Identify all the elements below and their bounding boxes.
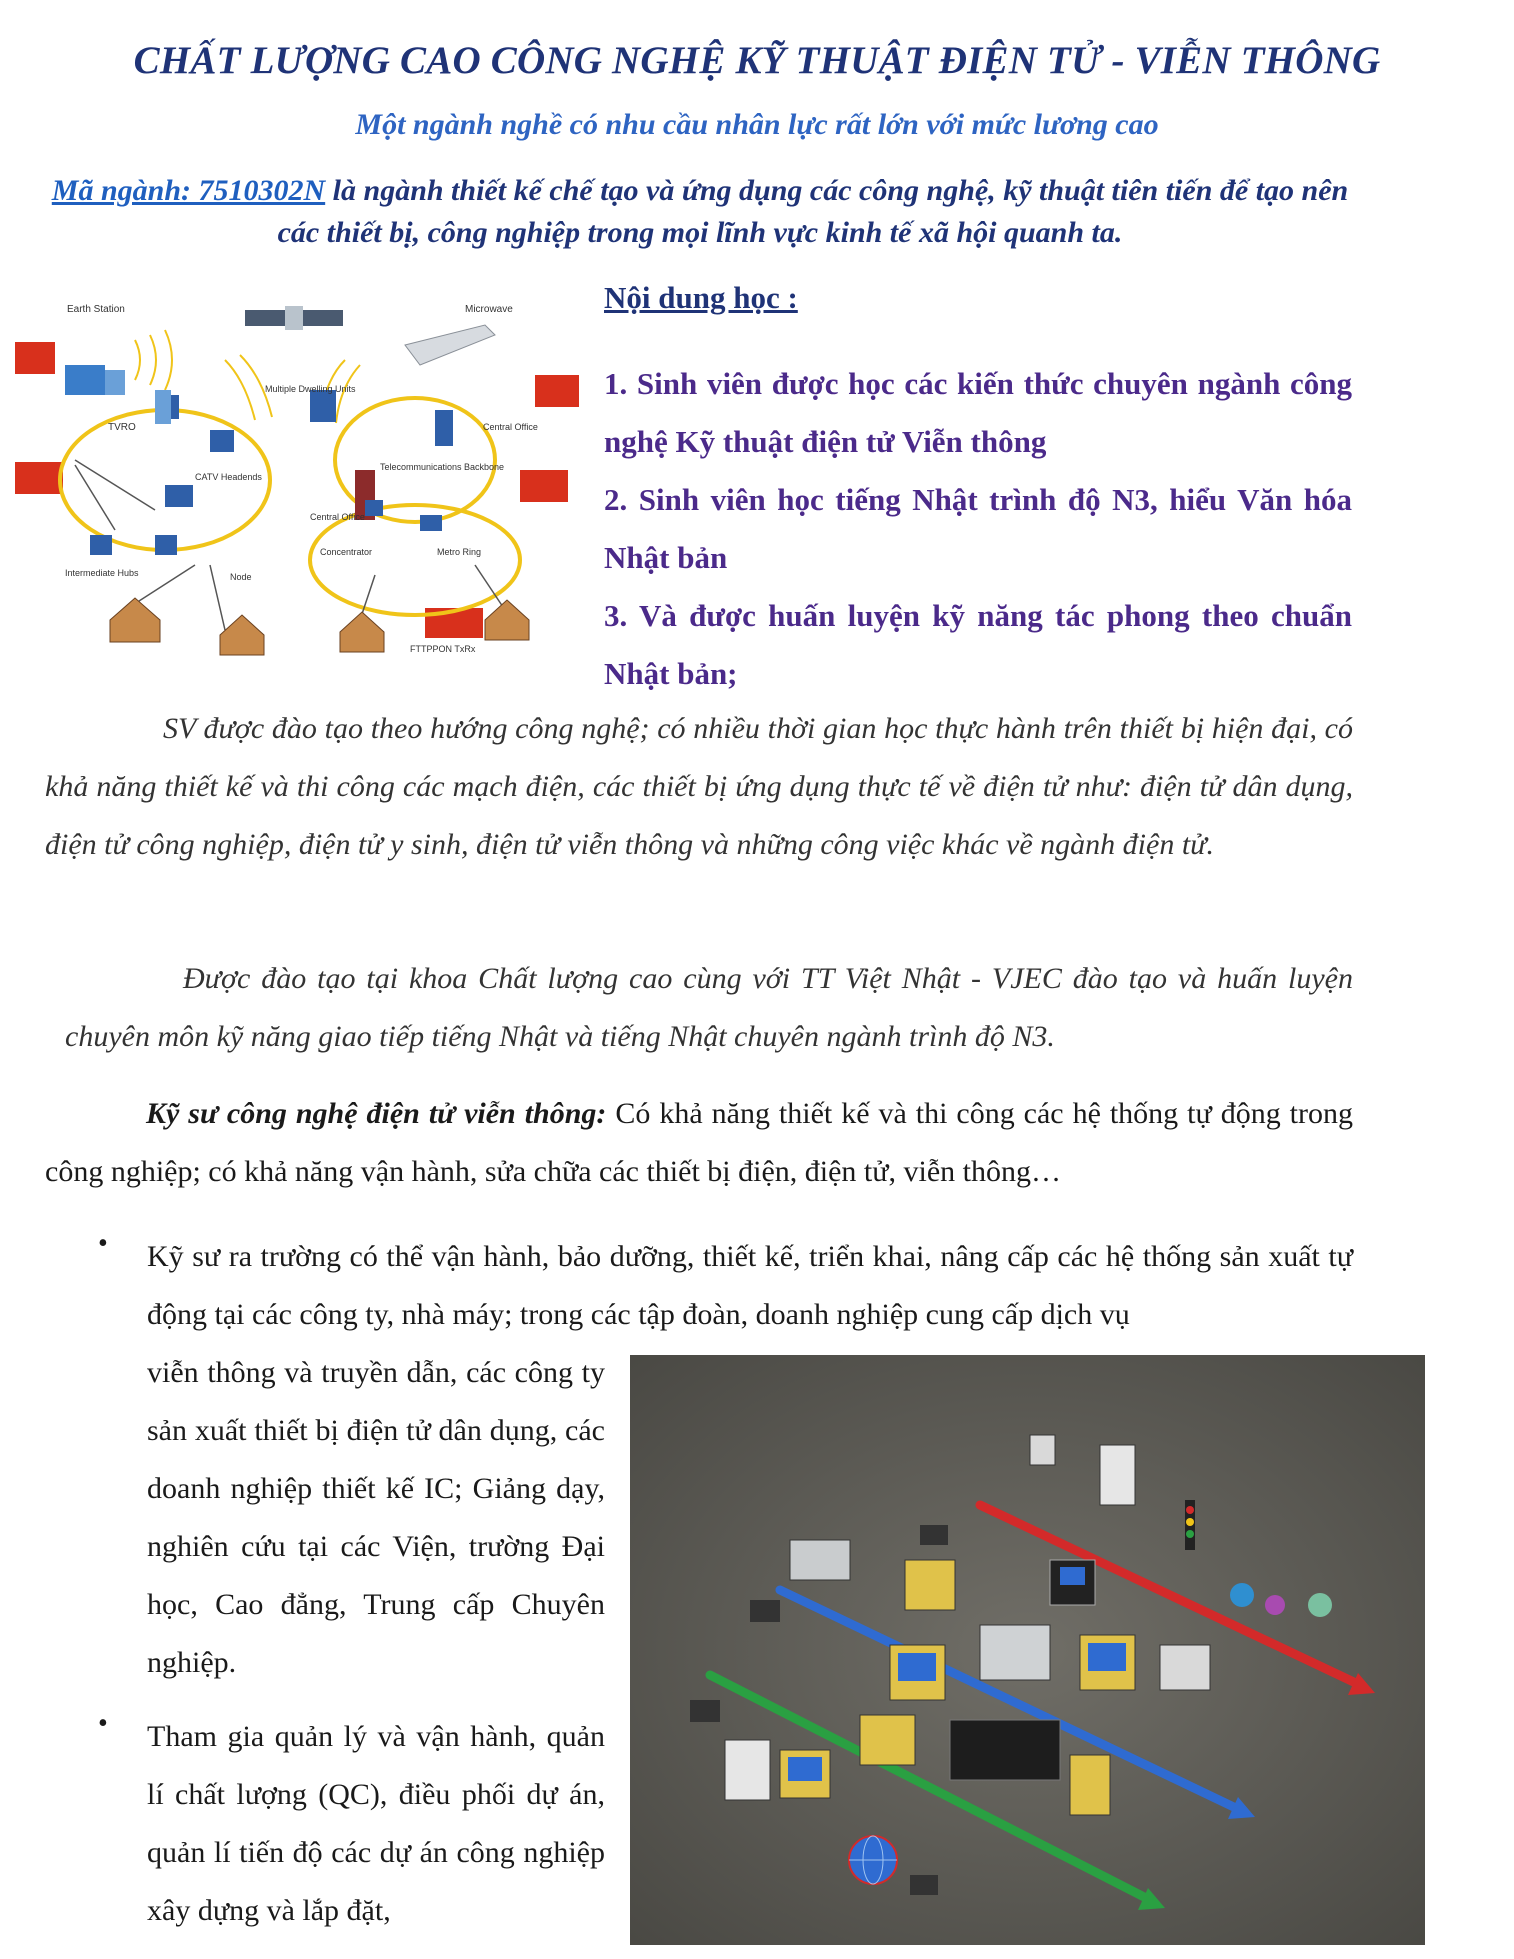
telecom-network-diagram	[15, 290, 580, 660]
training-paragraph: SV được đào tạo theo hướng công nghệ; có nhiều thời gian học thực hành trên thiết bị hiện đại, có khả năng thiết kế và thi công các mạch điện, các thiết bị ứng dụng thực tế về điện tử như: điện tử dân dụng, điện tử công nghiệp, điện tử y sinh, điện tử viễn thông và những công việc khác về ngành điện tử.	[45, 712, 1353, 861]
red-marker	[535, 375, 579, 407]
label-hubs: Intermediate Hubs	[65, 568, 139, 578]
red-marker	[520, 470, 568, 502]
vjec-paragraph: Được đào tạo tại khoa Chất lượng cao cùng với TT Việt Nhật - VJEC đào tạo và huấn luyện chuyên môn kỹ năng giao tiếp tiếng Nhật và tiếng Nhật chuyên ngành trình độ N3.	[65, 962, 1353, 1053]
bullet-1-text: Kỹ sư ra trường có thể vận hành, bảo dưỡng, thiết kế, triển khai, nâng cấp các hệ thống sản xuất tự động tại các công ty, nhà máy; trong các tập đoàn, doanh nghiệp cung cấp dịch vụ	[147, 1240, 1353, 1331]
page-subtitle: Một ngành nghề có nhu cầu nhân lực rất lớn với mức lương cao	[355, 108, 1159, 141]
label-mdu: Multiple Dwelling Units	[265, 384, 356, 394]
red-marker	[15, 342, 55, 374]
bullet-2-text: Tham gia quản lý và vận hành, quản lí chất lượng (QC), điều phối dự án, quản lí tiến độ các dự án công nghiệp xây dựng và lắp đặt,	[147, 1720, 605, 1927]
program-code-description: là ngành thiết kế chế tạo và ứng dụng các công nghệ, kỹ thuật tiên tiến để tạo nên các thiết bị, công nghiệp trong mọi lĩnh vực kinh tế xã hội quanh ta.	[277, 174, 1349, 249]
engineer-description: Có khả năng thiết kế và thi công các hệ thống tự động trong công nghiệp; có khả năng vận hành, sửa chữa các thiết bị điện, điện tử, viễn thông…	[45, 1097, 1354, 1188]
label-backbone: Telecommunications Backbone	[380, 462, 505, 472]
label-fttp: FTTPPON TxRx	[410, 644, 476, 654]
bullet-marker: •	[98, 1708, 108, 1739]
label-central-office-1: Central Office	[483, 422, 538, 432]
page-title: CHẤT LƯỢNG CAO CÔNG NGHỆ KỸ THUẬT ĐIỆN TỬ - VIỄN THÔNG	[133, 39, 1381, 82]
label-node: Node	[230, 572, 252, 582]
airplane-icon	[405, 325, 495, 365]
satellite-icon	[245, 306, 343, 330]
globe-icon	[849, 1836, 897, 1884]
engineer-lead: Kỹ sư công nghệ điện tử viễn thông:	[146, 1097, 607, 1130]
content-list	[604, 355, 1352, 703]
content-item-2: 2. Sinh viên học tiếng Nhật trình độ N3, hiểu Văn hóa Nhật bản	[604, 482, 1352, 575]
content-item-3: 3. Và được huấn luyện kỹ năng tác phong theo chuẩn Nhật bản;	[604, 598, 1352, 691]
content-heading: Nội dung học :	[604, 280, 798, 315]
automation-network-photo	[630, 1355, 1425, 1945]
bullet-marker: •	[98, 1228, 108, 1259]
label-microwave: Microwave	[465, 304, 513, 315]
label-catv: CATV Headends	[195, 472, 262, 482]
label-metro: Metro Ring	[437, 547, 482, 557]
label-tvro: TVRO	[108, 422, 136, 433]
engineer-paragraph	[45, 1085, 1353, 1201]
automation-network-illustration	[630, 1355, 1425, 1945]
label-central-office-2: Central Office	[310, 512, 365, 522]
bullet-1-continuation: viễn thông và truyền dẫn, các công ty sản xuất thiết bị điện tử dân dụng, các doanh nghiệp thiết kế IC; Giảng dạy, nghiên cứu tại các Viện, trường Đại học, Cao đẳng, Trung cấp Chuyên nghiệp.	[147, 1356, 605, 1679]
red-marker	[15, 462, 63, 494]
label-earth-station: Earth Station	[67, 304, 125, 315]
content-item-1: 1. Sinh viên được học các kiến thức chuyên ngành công nghệ Kỹ thuật điện tử Viễn thông	[604, 366, 1352, 459]
program-code-paragraph	[45, 170, 1355, 254]
program-code-link[interactable]: Mã ngành: 7510302N	[51, 174, 326, 207]
label-concentrator: Concentrator	[320, 547, 373, 557]
